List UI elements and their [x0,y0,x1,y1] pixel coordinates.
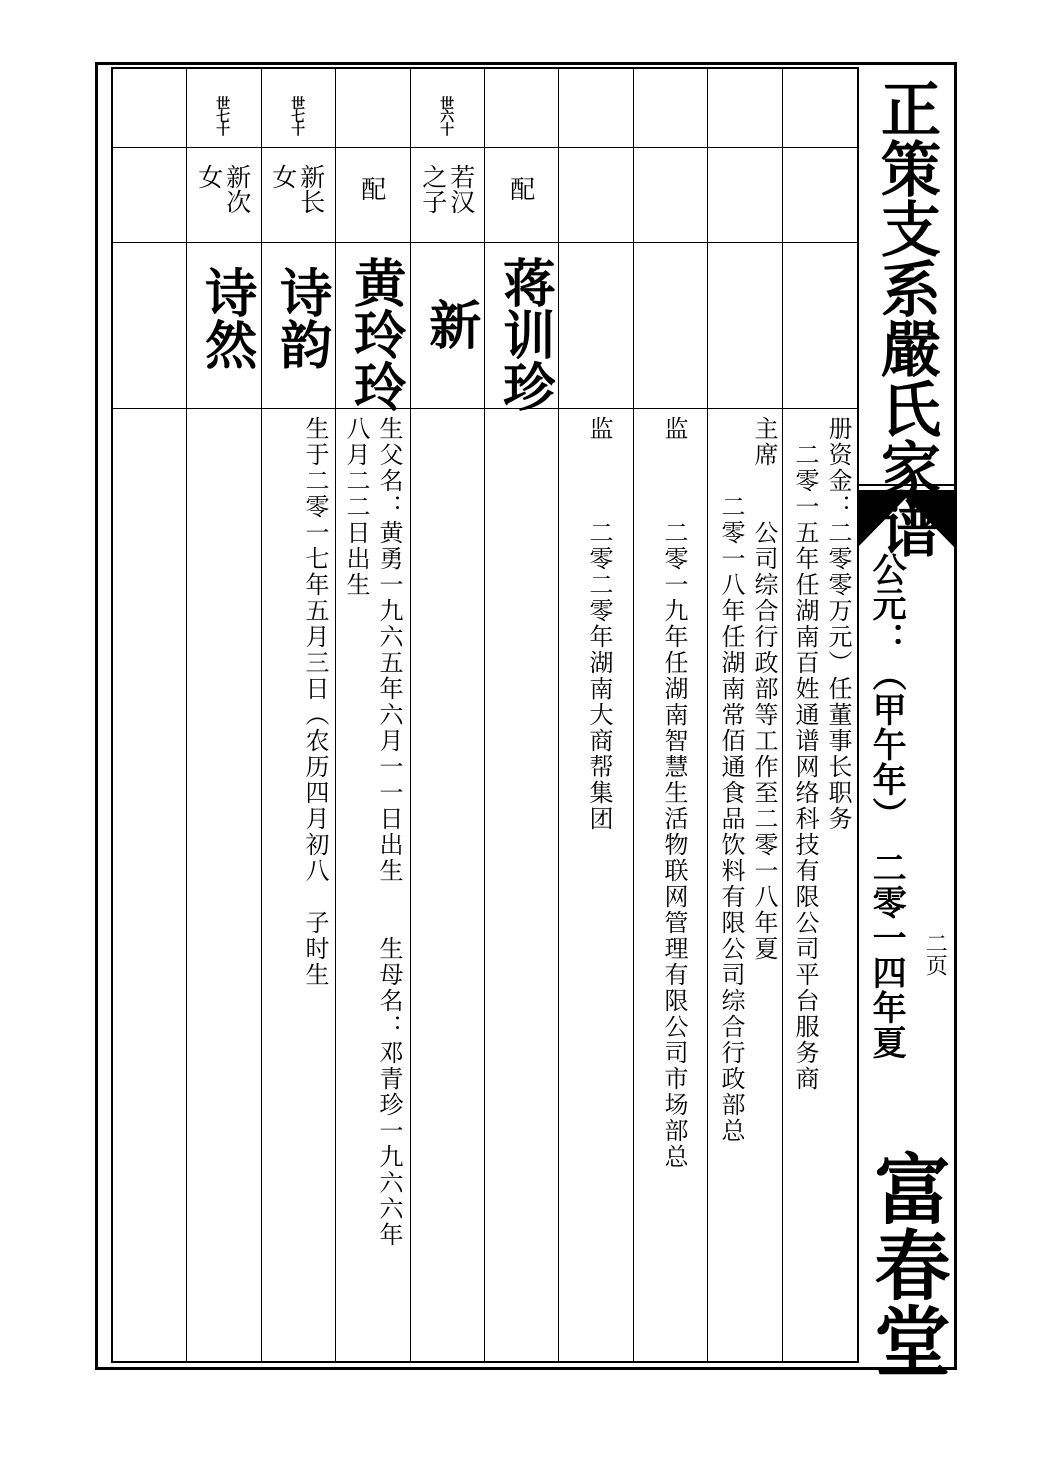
detail-line: 生父名：黄勇一九六五年六月一一日出生 生母名：邓青珍一九六六年 [375,416,403,1248]
person-name: 诗然 [195,266,256,370]
detail-line: 二零一五年任湖南百姓通谱网络科技有限公司平台服务商 [791,416,819,1092]
person-name: 蒋训珍 [493,256,554,412]
birth-detail [339,416,405,1248]
relation-label: 新次 [222,164,252,214]
relation-label: 配 [357,176,387,201]
generation-label: 世六十 [438,96,455,135]
detail-line: 监 二零一九年任湖南智慧生活物联网管理有限公司市场部总 [660,416,688,1170]
relation-label: 配 [506,176,536,201]
relation-label: 新长 [296,164,326,214]
person-name: 新 [419,298,480,350]
detail-line: 二零一八年任湖南常佰通食品饮料有限公司综合行政部总 [717,416,745,1144]
column-divider [558,67,559,1363]
column-divider [633,67,634,1363]
page-number: 二页 [922,932,948,976]
generation-label: 世七十 [289,96,306,135]
column-divider [484,67,485,1363]
person-name: 黄玲玲 [344,256,405,412]
detail-line: 册资金：二零零万元）任董事长职务 [824,416,852,832]
person-name: 诗韵 [270,266,331,370]
column-divider [335,67,336,1363]
detail-line: 主席 公司综合行政部等工作至二零一八年夏 [750,416,778,962]
detail-line: 监 二零二零年湖南大商帮集团 [585,416,613,832]
column-divider [186,67,187,1363]
era-date: 公元：（甲午年） 二零一四年夏 [866,552,907,1060]
relation-label: 之子 [418,164,448,214]
relation-label: 若汉 [446,164,476,214]
career-detail-column-1 [788,416,854,1092]
generation-label: 世七十 [214,96,231,135]
column-divider [782,67,783,1363]
genealogy-title: 正策支系嚴氏家谱 [871,78,941,558]
column-divider [261,67,262,1363]
career-detail-column-3 [657,416,690,1170]
career-detail-column-4 [582,416,615,832]
career-detail-column-2 [714,416,780,1144]
detail-line: 八月二二日出生 [342,416,370,598]
relation-label: 女 [194,164,224,189]
birth-detail [298,416,331,988]
column-divider [410,67,411,1363]
hall-name: 富春堂 [862,1150,951,1378]
relation-label: 女 [268,164,298,189]
detail-line: 生于二零一七年五月三日（农历四月初八 子时生 [301,416,329,988]
column-divider [707,67,708,1363]
